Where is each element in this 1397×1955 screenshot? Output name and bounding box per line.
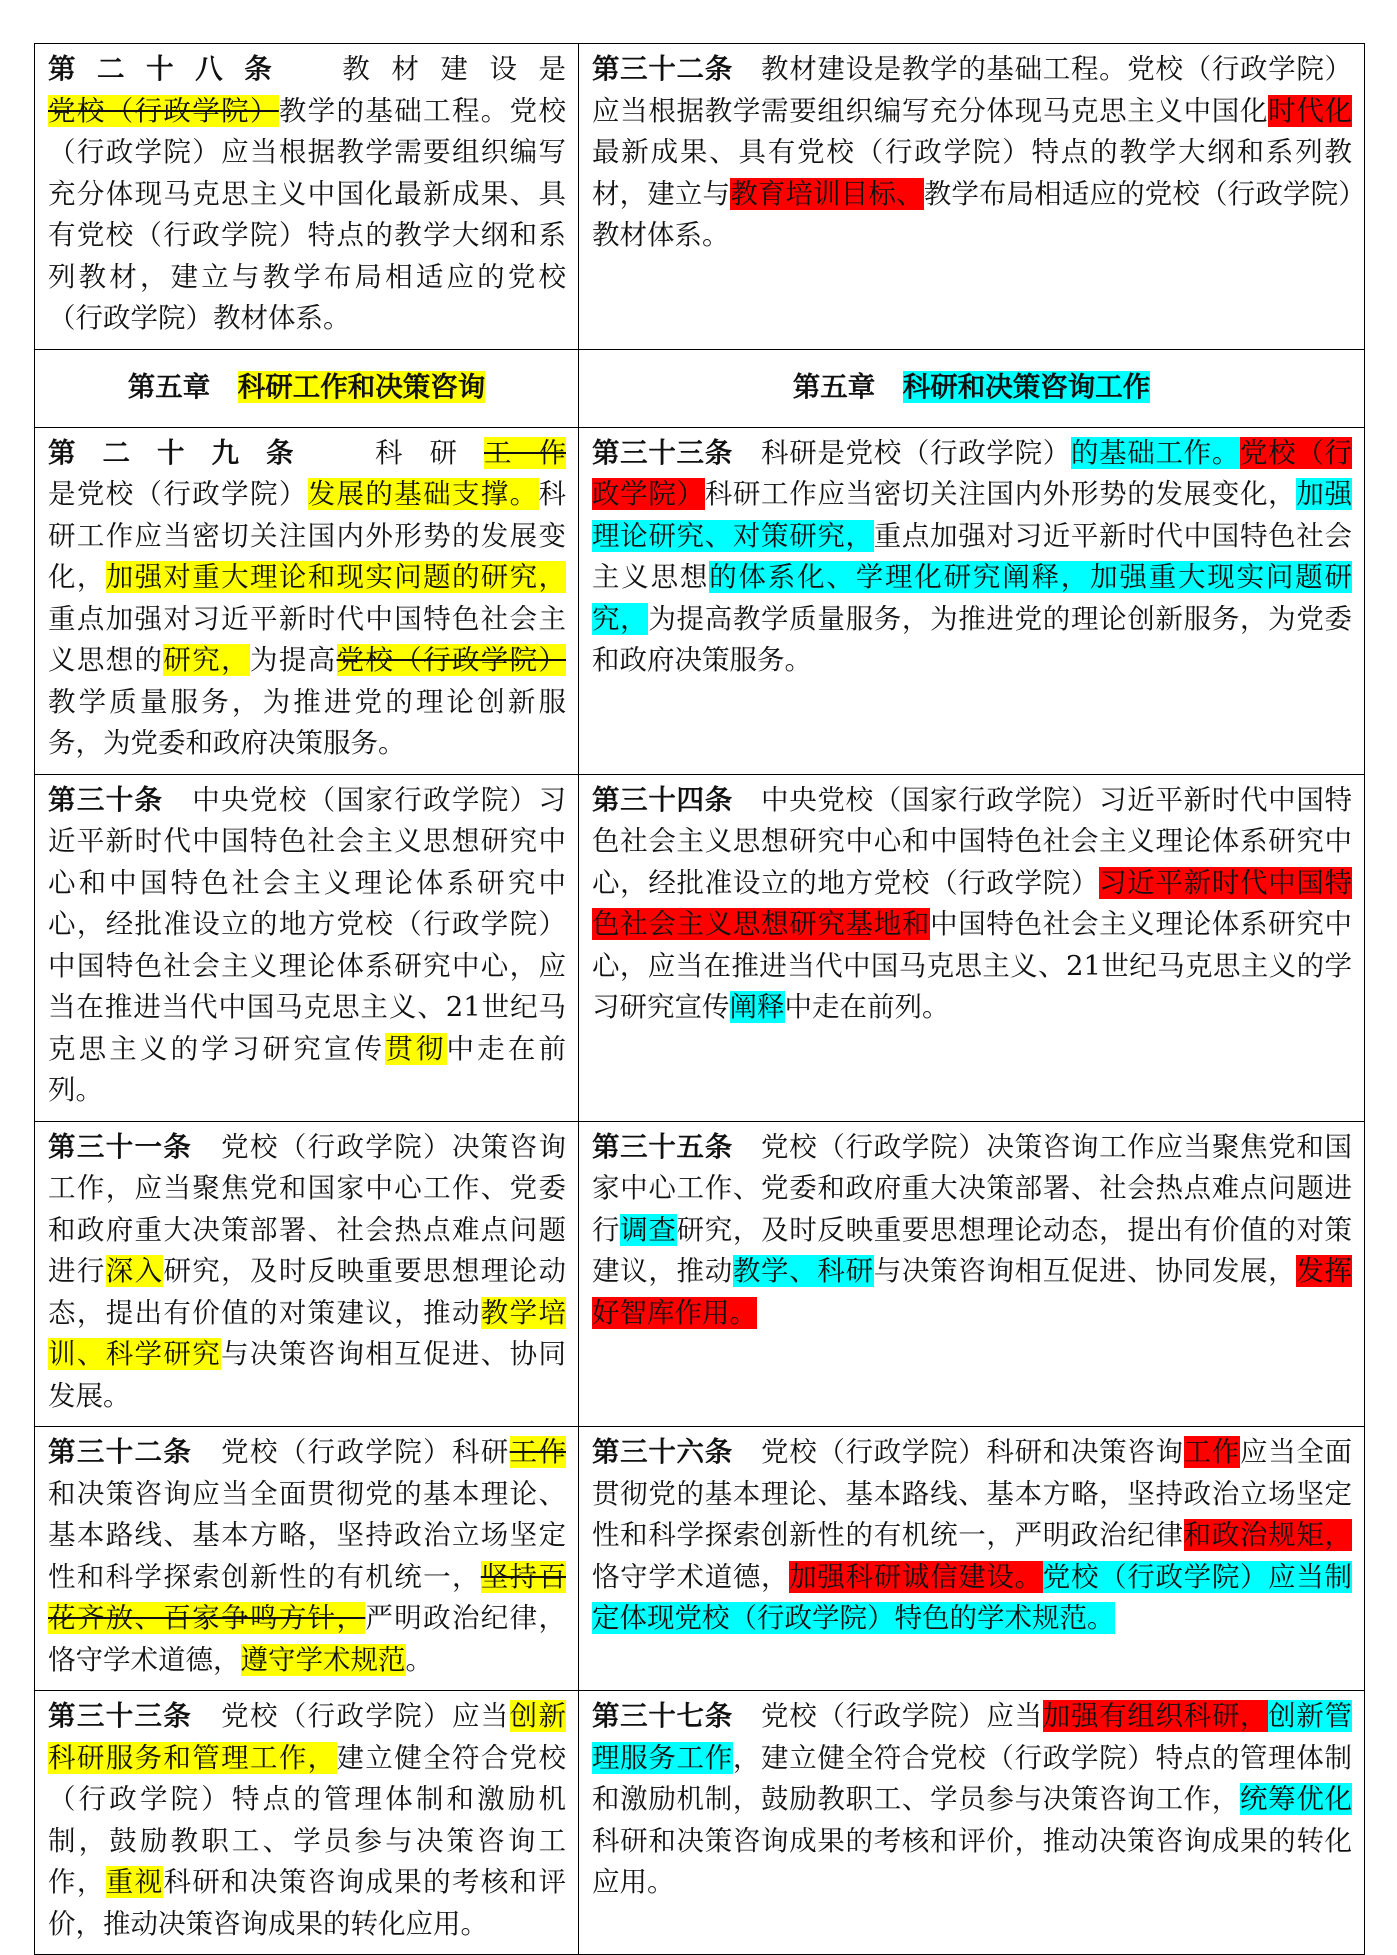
text-segment: 研究，及时反映重要思想理论动态，提出有价值的对策建议，推动 — [48, 1255, 567, 1329]
text-segment: 建立健全符合党校（行政学院）特点的管理体制和激励机制，鼓励教职工、学员参与决策咨询工作， — [48, 1741, 567, 1898]
article-number: 第三十三条 — [48, 1700, 193, 1732]
highlighted-text: 教育培训目标、 — [730, 177, 924, 210]
text-segment: ，建立健全符合党校（行政学院）特点的管理体制和激励机制，鼓励教职工、学员参与决策咨询工作， — [592, 1741, 1353, 1815]
highlighted-text: 贯彻 — [385, 1032, 447, 1065]
old-text-cell — [35, 1121, 579, 1427]
chapter-row — [35, 349, 1365, 427]
highlighted-text: 创新科研服务和管理工作， — [48, 1700, 567, 1774]
new-text-cell — [579, 44, 1365, 350]
text-segment: 中央党校（国家行政学院）习近平新时代中国特色社会主义思想研究中心和中国特色社会主义理论体系研究中心，经批准设立的地方党校（行政学院） — [592, 783, 1353, 899]
text-segment: 和决策咨询应当全面贯彻党的基本理论、基本路线、基本方略，坚持政治立场坚定性和科学探索创新性的有机统一， — [48, 1477, 566, 1593]
text-segment: 与决策咨询相互促进、协同发展。 — [48, 1338, 567, 1412]
article-number: 第三十条 — [48, 783, 164, 816]
highlighted-text: 加强有组织科研， — [1042, 1700, 1269, 1732]
highlighted-text: 科研工作和决策咨询 — [237, 371, 486, 404]
text-segment: 科研工作应当密切关注国内外形势的发展变化， — [704, 478, 1297, 510]
article-row — [35, 774, 1365, 1121]
highlighted-text: 党校（行政学院）应当制定体现党校（行政学院）特色的学术规范。 — [592, 1560, 1353, 1634]
old-text-cell — [35, 1427, 579, 1691]
article-row — [35, 427, 1365, 774]
highlighted-text: 的基础工作。 — [1070, 436, 1240, 469]
text-segment: 研究，及时反映重要思想理论动态，提出有价值的对策建议，推动 — [592, 1213, 1353, 1287]
deleted-text: 工作 — [484, 436, 566, 469]
article-number: 第三十二条 — [48, 1436, 193, 1468]
highlighted-text: 教学培训、科学研究 — [48, 1296, 567, 1370]
text-segment: 党校（行政学院）决策咨询工作应当聚焦党和国家中心工作、党委和政府重大决策部署、社会热点难点问题进行 — [592, 1130, 1353, 1246]
new-text-cell — [579, 1427, 1365, 1691]
highlighted-text: 党校（行政学院） — [592, 436, 1353, 510]
text-segment: 中央党校（国家行政学院）习近平新时代中国特色社会主义思想研究中心和中国特色社会主义理论体系研究中心，经批准设立的地方党校（行政学院）中国特色社会主义理论体系研究中心，应当在推进当代中国马克思主义、21世纪马克思主义的学习研究宣传 — [48, 783, 567, 1065]
highlighted-text: 深入 — [105, 1255, 164, 1287]
deleted-text: 坚持百花齐放、百家争鸣方针， — [48, 1560, 567, 1634]
highlighted-text: 统筹优化 — [1239, 1783, 1353, 1815]
text-segment: 重点加强对习近平新时代中国特色社会主义思想 — [592, 519, 1353, 593]
text-segment: 教学的基础工程。党校（行政学院）应当根据教学需要组织编写充分体现马克思主义中国化最新成果、具有党校（行政学院）特点的教学大纲和系列教材，建立与教学布局相适应的党校（行政学院）教材体系。 — [48, 94, 567, 334]
new-text-cell — [579, 1691, 1365, 1955]
highlighted-text: 遵守学术规范 — [240, 1643, 406, 1676]
article-row — [35, 1691, 1365, 1955]
text-segment: 最新成果、具有党校（行政学院）特点的教学大纲和系列教材，建立与 — [592, 136, 1352, 210]
highlighted-text: 阐释 — [729, 991, 785, 1023]
text-segment: 科研是党校（行政学院） — [732, 436, 1071, 469]
deleted-text: 党校（行政学院） — [336, 644, 567, 676]
deleted-text: 工作 — [509, 1436, 567, 1468]
article-number: 第二十八条 — [48, 53, 294, 85]
text-segment: 是党校（行政学院） — [48, 478, 308, 510]
old-text-cell — [35, 44, 579, 350]
highlighted-text: 重视 — [105, 1866, 164, 1898]
article-number: 第三十七条 — [592, 1700, 733, 1732]
highlighted-text: 时代化 — [1268, 94, 1353, 127]
text-segment: 。 — [405, 1643, 433, 1676]
text-segment: 中走在前列。 — [784, 991, 950, 1023]
article-number: 第三十六条 — [592, 1436, 733, 1468]
article-number: 第三十四条 — [592, 783, 733, 816]
text-segment: 党校（行政学院）科研和决策咨询 — [732, 1436, 1184, 1468]
article-number: 第二十九条 — [48, 436, 321, 469]
highlighted-text: 加强科研诚信建设。 — [789, 1560, 1043, 1593]
highlighted-text: 教学、科研 — [732, 1255, 874, 1287]
comparison-body — [35, 44, 1365, 1955]
highlighted-text: 科研和决策咨询工作 — [902, 371, 1151, 404]
highlighted-text: 工作 — [1183, 1436, 1241, 1468]
text-segment: 教材建设是教学的基础工程。党校（行政学院）应当根据教学需要组织编写充分体现马克思主义中国化 — [592, 53, 1353, 127]
new-text-cell — [579, 1121, 1365, 1427]
comparison-table — [34, 43, 1365, 1955]
article-number: 第三十二条 — [592, 53, 733, 85]
article-number: 第三十五条 — [592, 1130, 733, 1163]
highlighted-text: 调查 — [620, 1213, 677, 1246]
highlighted-text: 的体系化、学理化研究阐释，加强重大现实问题研究， — [592, 561, 1353, 635]
article-number: 第三十一条 — [48, 1130, 193, 1163]
text-segment: 科研工作应当密切关注国内外形势的发展变化， — [48, 478, 567, 593]
new-text-cell — [579, 774, 1365, 1121]
text-segment: 教学布局相适应的党校（行政学院）教材体系。 — [592, 177, 1353, 251]
article-row — [35, 44, 1365, 350]
text-segment: 为提高教学质量服务，为推进党的理论创新服务，为党委和政府决策服务。 — [592, 602, 1353, 676]
text-segment: 科研和决策咨询成果的考核和评价，推动决策咨询成果的转化应用。 — [592, 1824, 1352, 1898]
old-text-cell — [35, 1691, 579, 1955]
text-segment: 应当全面贯彻党的基本理论、基本路线、基本方略，坚持政治立场坚定性和科学探索创新性的有机统一，严明政治纪律 — [592, 1436, 1353, 1551]
article-number: 第三十三条 — [592, 436, 733, 469]
highlighted-text: 发挥好智库作用。 — [592, 1255, 1353, 1329]
text-segment: 恪守学术道德， — [592, 1560, 790, 1593]
highlighted-text: 发展的基础支撑。 — [307, 478, 539, 510]
highlighted-text: 习近平新时代中国特色社会主义思想研究基地和 — [592, 866, 1353, 940]
highlighted-text: 加强对重大理论和现实问题的研究， — [105, 561, 567, 593]
new-text-cell — [579, 349, 1365, 427]
highlighted-text: 研究， — [163, 644, 250, 676]
text-segment: 党校（行政学院）应当 — [732, 1700, 1043, 1732]
old-text-cell — [35, 349, 579, 427]
old-text-cell — [35, 427, 579, 774]
text-segment: 党校（行政学院）科研 — [192, 1436, 510, 1468]
highlighted-text: 创新管理服务工作 — [592, 1700, 1353, 1774]
old-text-cell — [35, 774, 579, 1121]
highlighted-text: 和政治规矩， — [1183, 1519, 1353, 1551]
new-text-cell — [579, 427, 1365, 774]
text-segment: 科研和决策咨询成果的考核和评价，推动决策咨询成果的转化应用。 — [48, 1866, 567, 1940]
text-segment: 教学质量服务，为推进党的理论创新服务，为党委和政府决策服务。 — [48, 685, 566, 759]
text-segment: 严明政治纪律，恪守学术道德， — [48, 1602, 567, 1676]
article-row — [35, 1121, 1365, 1427]
text-segment: 教材建设是 — [293, 53, 566, 85]
text-segment: 党校（行政学院）决策咨询工作，应当聚焦党和国家中心工作、党委和政府重大决策部署、社会热点难点问题进行 — [48, 1130, 566, 1287]
article-row — [35, 1427, 1365, 1691]
deleted-text: 党校（行政学院） — [48, 94, 279, 127]
chapter-title: 第五章 — [792, 371, 903, 404]
text-segment: 与决策咨询相互促进、协同发展， — [873, 1255, 1297, 1287]
text-segment: 党校（行政学院）应当 — [192, 1700, 510, 1732]
chapter-title: 第五章 — [127, 371, 238, 404]
text-segment: 中走在前列。 — [48, 1032, 566, 1106]
text-segment: 重点加强对习近平新时代中国特色社会主义思想的 — [48, 602, 566, 676]
text-segment: 科研 — [320, 436, 484, 469]
text-segment: 为提高 — [249, 644, 337, 676]
highlighted-text: 加强理论研究、对策研究， — [592, 478, 1353, 552]
text-segment: 中国特色社会主义理论体系研究中心，应当在推进当代中国马克思主义、21世纪马克思主义的学习研究宣传 — [592, 908, 1352, 1023]
